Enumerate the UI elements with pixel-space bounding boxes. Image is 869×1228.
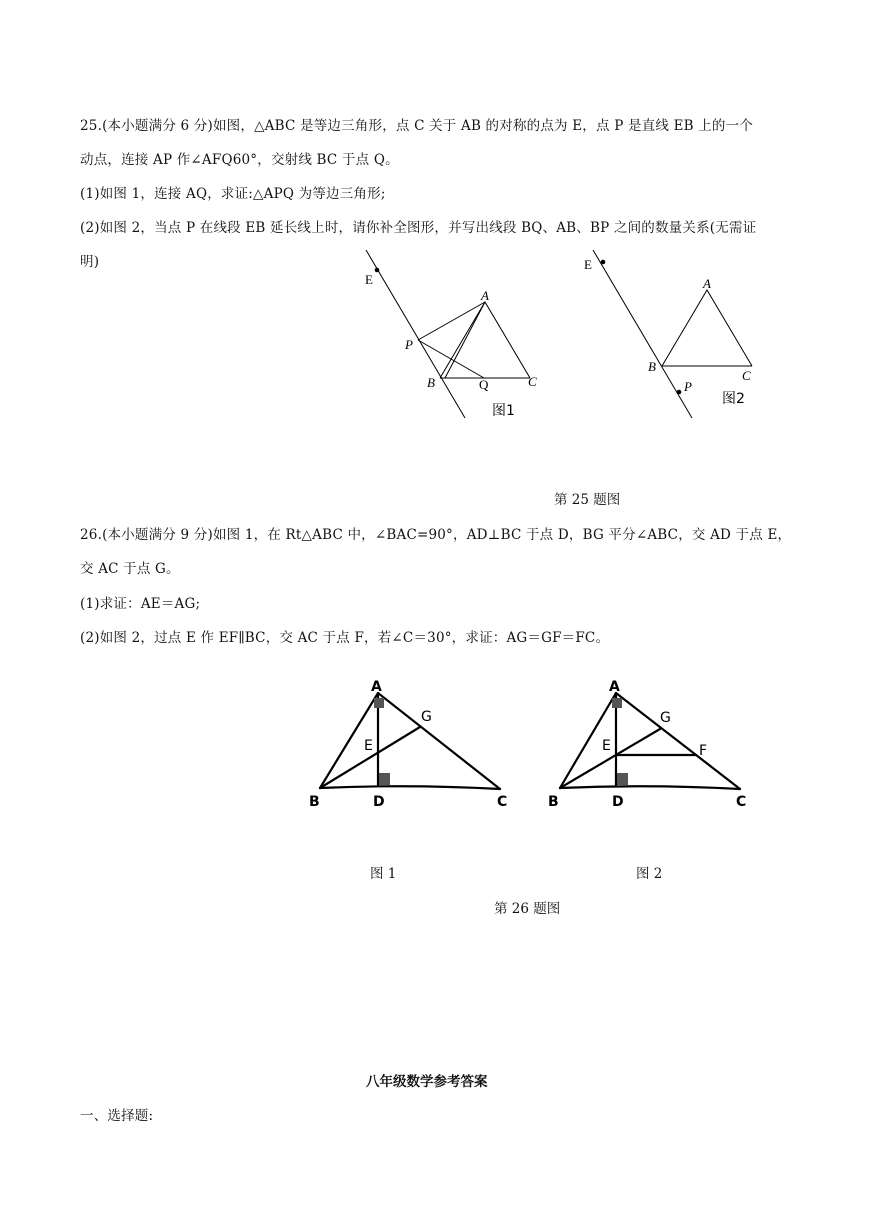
q26-line-1: 26.(本小题满分 9 分)如图 1，在 Rt△ABC 中，∠BAC=90°，AD⊥BC 于点 D，BG 平分∠ABC，交 AD 于点 E， [80, 527, 792, 543]
q26-line-4: (2)如图 2，过点 E 作 EF∥BC，交 AC 于点 F，若∠C＝30°，求证：AG＝GF＝FC。 [80, 630, 610, 646]
q25-figure-caption: 第 25 题图 [554, 492, 621, 508]
q26-figure-1-caption: 图 1 [370, 866, 397, 882]
q25-line-5: 明) [80, 254, 100, 270]
label-a: A [609, 679, 620, 695]
answers-section-1: 一、选择题: [80, 1108, 154, 1124]
label-p: P [405, 337, 413, 352]
triangle-sides [560, 693, 740, 789]
label-a: A [481, 288, 489, 303]
label-e: E [365, 272, 373, 287]
answers-heading: 八年级数学参考答案 [366, 1074, 488, 1090]
label-b: B [309, 794, 320, 810]
label-b: B [548, 794, 559, 810]
q26-figure-caption: 第 26 题图 [494, 901, 561, 917]
label-g: G [421, 709, 432, 725]
q25-line-4: (2)如图 2，当点 P 在线段 EB 延长线上时，请你补全图形，并写出线段 BQ、AB、BP 之间的数量关系(无需证 [80, 220, 757, 236]
label-f: F [699, 743, 708, 759]
label-q: Q [479, 377, 489, 392]
label-a: A [371, 679, 382, 695]
q26-line-3: (1)求证：AE＝AG; [80, 596, 201, 612]
figure-1-caption: 图1 [492, 403, 515, 419]
label-b: B [648, 359, 656, 374]
label-a: A [703, 276, 711, 291]
q25-line-3: (1)如图 1，连接 AQ，求证:△APQ 为等边三角形; [80, 186, 386, 202]
label-d: D [612, 794, 624, 810]
label-c: C [736, 794, 747, 810]
q26-figure-2-caption: 图 2 [636, 866, 663, 882]
label-e: E [584, 257, 592, 272]
right-angle-mark-d [617, 773, 628, 785]
label-c: C [528, 374, 537, 389]
label-d: D [373, 794, 385, 810]
figure-2-caption: 图2 [722, 391, 745, 407]
label-b: B [427, 375, 435, 390]
label-e: E [602, 738, 611, 754]
q25-line-1: 25.(本小题满分 6 分)如图，△ABC 是等边三角形，点 C 关于 AB 的对称的点为 E，点 P 是直线 EB 上的一个 [80, 118, 754, 134]
segment-bc [560, 786, 740, 789]
label-e: E [364, 738, 373, 754]
q26-line-2: 交 AC 于点 G。 [80, 561, 180, 577]
label-c: C [742, 368, 751, 383]
q25-line-2: 动点，连接 AP 作∠AFQ60°，交射线 BC 于点 Q。 [80, 152, 399, 168]
right-angle-mark-a [612, 698, 622, 708]
label-c: C [497, 794, 508, 810]
label-p: P [684, 379, 692, 394]
label-g: G [660, 710, 671, 726]
